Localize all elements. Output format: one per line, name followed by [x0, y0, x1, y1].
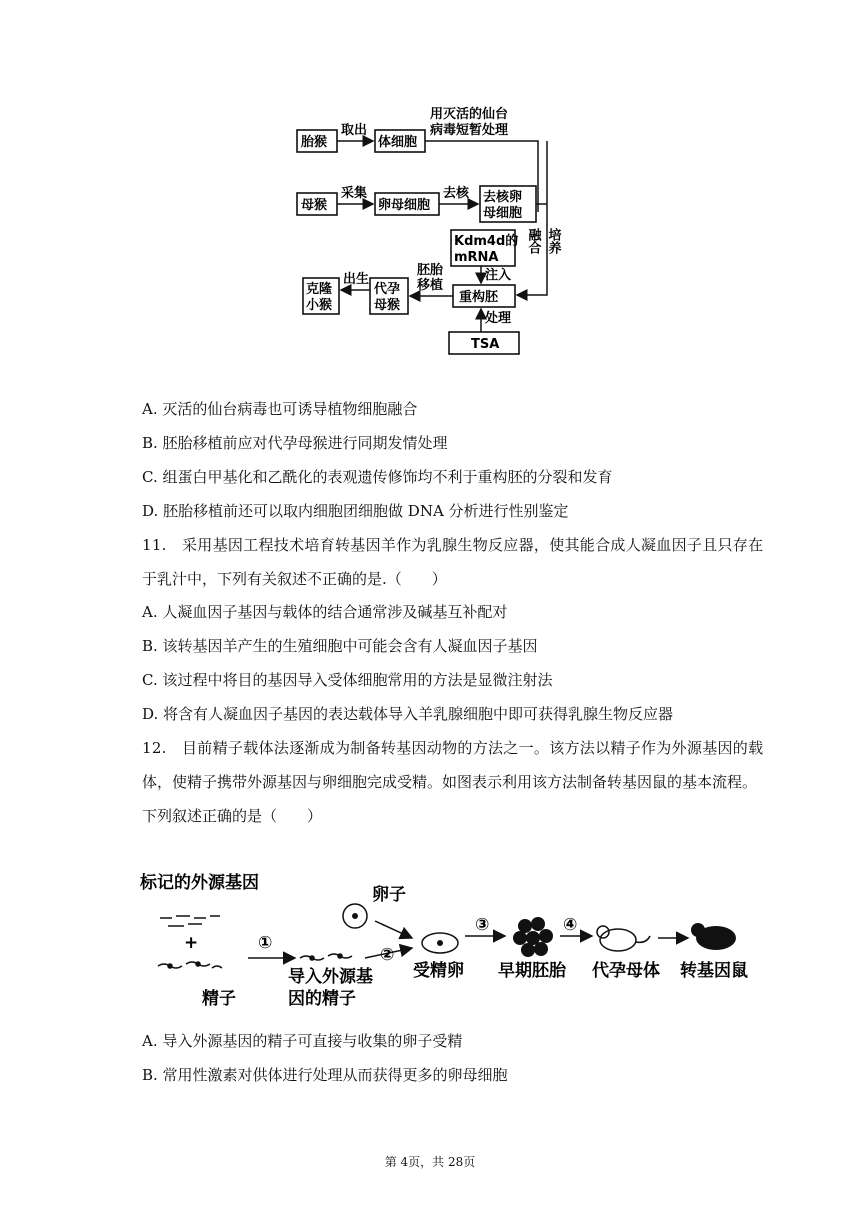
early-embryo-label: 早期胚胎 [498, 961, 566, 981]
svg-text:去核卵: 去核卵 [483, 190, 523, 205]
fertilized-egg-label: 受精卵 [413, 961, 464, 981]
step-3: ③ [475, 915, 490, 935]
surrogate-label: 代孕母体 [592, 961, 660, 981]
sperm-icons [158, 962, 222, 968]
tsa-label: TSA [471, 337, 500, 352]
svg-text:注入: 注入 [485, 268, 512, 283]
q11-option-d: D. 将含有人凝血因子基因的表达载体导入羊乳腺细胞中即可获得乳腺生物反应器 [142, 705, 674, 723]
svg-text:小猴: 小猴 [306, 298, 333, 313]
q11-option-c: C. 该过程中将目的基因导入受体细胞常用的方法是显微注射法 [142, 671, 553, 689]
svg-text:融合: 融合 [525, 228, 541, 254]
svg-text:+: + [184, 933, 199, 953]
sperm-label: 精子 [202, 989, 236, 1009]
q10-option-c: C. 组蛋白甲基化和乙酰化的表观遗传修饰均不利于重构胚的分裂和发育 [142, 468, 613, 486]
svg-text:病毒短暂处理: 病毒短暂处理 [430, 123, 509, 138]
somatic-cell-label: 体细胞 [378, 135, 418, 150]
page-footer: 第 4页，共 28页 [384, 1155, 476, 1169]
q12-option-a: A. 导入外源基因的精子可直接与收集的卵子受精 [142, 1032, 463, 1050]
cloning-flow-diagram [285, 100, 585, 360]
svg-text:导入外源基: 导入外源基 [288, 967, 373, 987]
step-4: ④ [563, 915, 578, 935]
egg-label: 卵子 [372, 885, 406, 905]
svg-text:胚胎: 胚胎 [417, 263, 444, 278]
svg-text:去核: 去核 [443, 186, 470, 201]
svg-text:克隆: 克隆 [306, 282, 333, 297]
q11-stem: 11. 采用基因工程技术培育转基因羊作为乳腺生物反应器，使其能合成人凝血因子且只存在 [142, 536, 764, 554]
svg-text:Kdm4d的: Kdm4d的 [454, 234, 519, 249]
q12-number: 12. [142, 739, 167, 757]
oocyte-label: 卵母细胞 [378, 198, 431, 213]
transgenic-mouse-label: 转基因鼠 [680, 961, 748, 981]
svg-text:因的精子: 因的精子 [288, 989, 356, 1009]
q12-stem-line3: 下列叙述正确的是（ ） [142, 807, 323, 825]
q11-number: 11. [142, 536, 167, 554]
mother-monkey-label: 母猴 [301, 198, 328, 213]
svg-text:出生: 出生 [343, 272, 370, 287]
q10-option-a: A. 灭活的仙台病毒也可诱导植物细胞融合 [142, 400, 418, 418]
surrogate-mouse-icon [597, 926, 650, 951]
q12-stem: 12. 目前精子载体法逐渐成为制备转基因动物的方法之一。该方法以精子作为外源基因的载 [142, 739, 764, 757]
q11-option-b: B. 该转基因羊产生的生殖细胞中可能会含有人凝血因子基因 [142, 637, 538, 655]
q11-option-a: A. 人凝血因子基因与载体的结合通常涉及碱基互补配对 [142, 603, 508, 621]
q12-stem-line2: 体，使精子携带外源基因与卵细胞完成受精。如图表示利用该方法制备转基因鼠的基本流程。 [142, 773, 758, 791]
step-1: ① [258, 933, 273, 953]
q10-option-b: B. 胚胎移植前应对代孕母猴进行同期发情处理 [142, 434, 448, 452]
step-2: ② [380, 945, 395, 965]
early-embryo-icon [513, 917, 553, 957]
svg-text:母猴: 母猴 [374, 298, 401, 313]
labeled-gene-label: 标记的外源基因 [140, 873, 259, 893]
svg-text:mRNA: mRNA [454, 250, 499, 265]
svg-text:处理: 处理 [485, 311, 512, 326]
fetal-monkey-label: 胎猴 [301, 135, 328, 150]
reconstructed-embryo-label: 重构胚 [459, 290, 499, 305]
sperm-vector-diagram [140, 866, 765, 1014]
svg-text:移植: 移植 [417, 278, 444, 293]
gene-fragments [160, 916, 220, 926]
svg-text:用灭活的仙台: 用灭活的仙台 [430, 107, 509, 122]
svg-text:母细胞: 母细胞 [483, 206, 523, 221]
q11-stem-line2: 于乳汁中，下列有关叙述不正确的是.（ ） [142, 570, 447, 588]
svg-text:培养: 培养 [545, 228, 561, 254]
q12-option-b: B. 常用性激素对供体进行处理从而获得更多的卵母细胞 [142, 1066, 508, 1084]
svg-text:采集: 采集 [341, 186, 368, 201]
svg-text:代孕: 代孕 [374, 282, 401, 297]
svg-text:取出: 取出 [341, 123, 368, 138]
q10-option-d: D. 胚胎移植前还可以取内细胞团细胞做 DNA 分析进行性别鉴定 [142, 502, 569, 520]
transgenic-mouse-icon [691, 923, 736, 950]
